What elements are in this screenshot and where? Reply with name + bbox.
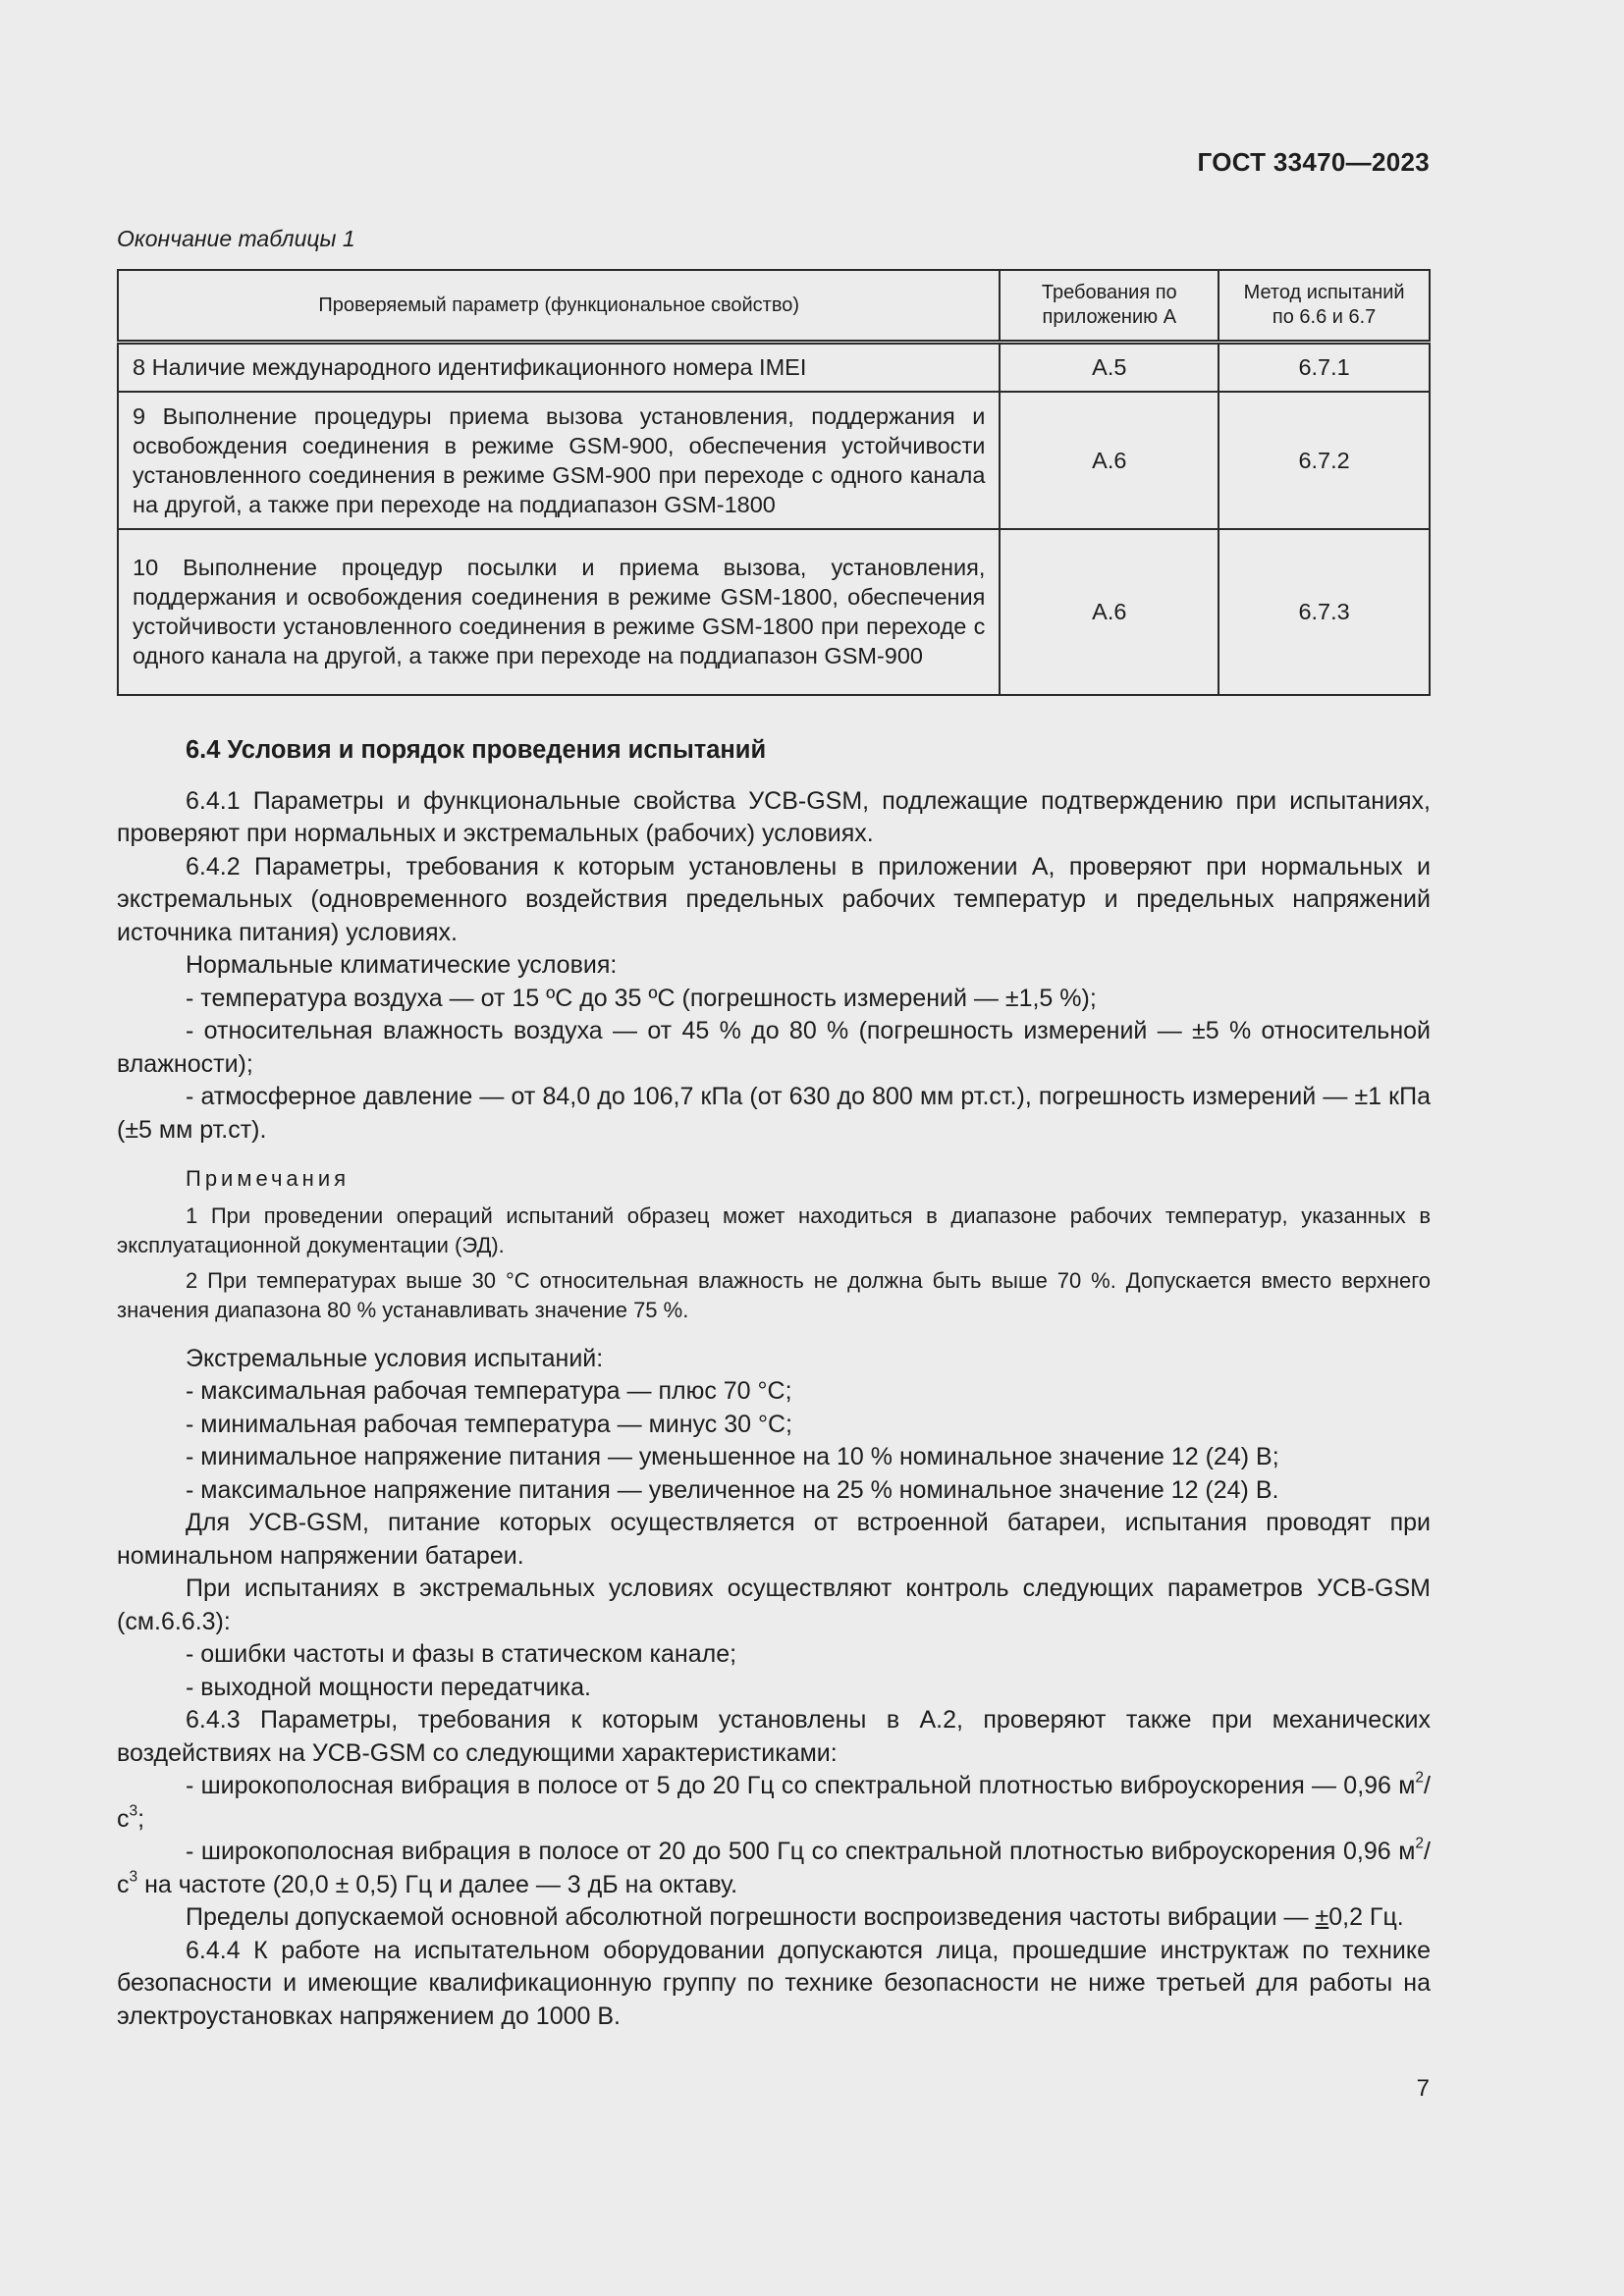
list-item: - относительная влажность воздуха — от 45 % до 80 % (погрешность измерений — ±5 % относительной влажности); <box>117 1017 1431 1078</box>
header-method: Метод испытаний по 6.6 и 6.7 <box>1218 270 1430 343</box>
note-item: 1 При проведении операций испытаний образец может находиться в диапазоне рабочих температур, указанных в эксплуатационной документации (ЭД). <box>117 1202 1431 1257</box>
extreme-conditions-title: Экстремальные условия испытаний: <box>186 1344 604 1372</box>
note-item: 2 При температурах выше 30 °С относительная влажность не должна быть выше 70 %. Допускается вместо верхнего значения диапазона 80 % устанавливать значение 75 %. <box>117 1267 1431 1322</box>
list-item: - максимальная рабочая температура — плюс 70 °С; <box>186 1377 792 1405</box>
row-method: 6.7.2 <box>1218 392 1430 529</box>
paragraph-6-4-3: 6.4.3 Параметры, требования к которым установлены в А.2, проверяют также при механических воздействиях на УСВ-GSM со следующими характеристиками: <box>117 1706 1431 1767</box>
vibration-item-2: - широкополосная вибрация в полосе от 20 до 500 Гц со спектральной плотностью виброускорения 0,96 $м^2/с^3$ на частоте (20,0 ± 0,5) Гц и далее — 3 дБ на октаву. <box>117 1835 1431 1898</box>
row-parameter: 9 Выполнение процедуры приема вызова установления, поддержания и освобождения соединения в режиме GSM-900, обеспечения устойчивости установленного соединения в режиме GSM-900 при переходе с одного канала на другой, а также при переходе на поддиапазон GSM-1800 <box>118 392 1000 529</box>
row-parameter: 10 Выполнение процедур посылки и приема вызова, установления, поддержания и освобождения соединения в режиме GSM-1800, обеспечения устойчивости установленного соединения в режиме GSM-1800 при переходе с одного канала на другой, а также при переходе на поддиапазон GSM-900 <box>118 529 1000 695</box>
table-row <box>118 392 1430 529</box>
requirements-table <box>117 269 1431 696</box>
section-body <box>117 728 1431 2033</box>
table-header-row <box>118 270 1430 343</box>
header-requirements: Требования по приложению А <box>1000 270 1218 343</box>
list-item: - атмосферное давление — от 84,0 до 106,7 кПа (от 630 до 800 мм рт.ст.), погрешность измерений — ±1 кПа (±5 мм рт.ст). <box>117 1083 1431 1144</box>
page-number: 7 <box>1416 2075 1430 2102</box>
row-requirement: А.6 <box>1000 392 1218 529</box>
paragraph-6-4-4: 6.4.4 К работе на испытательном оборудовании допускаются лица, прошедшие инструктаж по технике безопасности и имеющие квалификационную группу по технике безопасности не ниже третьей для работы на электроустановках напряжением до 1000 В. <box>117 1936 1431 2030</box>
paragraph-6-4-1: 6.4.1 Параметры и функциональные свойства УСВ-GSM, подлежащие подтверждению при испытаниях, проверяют при нормальных и экстремальных (рабочих) условиях. <box>117 786 1431 847</box>
limits-paragraph: Пределы допускаемой основной абсолютной погрешности воспроизведения частоты вибрации — ±0,2 Гц. <box>186 1903 1404 1931</box>
list-item: - минимальное напряжение питания — уменьшенное на 10 % номинальное значение 12 (24) В; <box>186 1443 1279 1470</box>
row-method: 6.7.1 <box>1218 343 1430 392</box>
standard-number: ГОСТ 33470—2023 <box>1197 147 1430 177</box>
battery-paragraph: Для УСВ-GSM, питание которых осуществляется от встроенной батареи, испытания проводят при номинальном напряжении батареи. <box>117 1509 1431 1570</box>
table-caption: Окончание таблицы 1 <box>117 226 355 251</box>
list-item: - выходной мощности передатчика. <box>186 1673 591 1701</box>
row-requirement: А.6 <box>1000 529 1218 695</box>
normal-conditions-title: Нормальные климатические условия: <box>186 951 618 979</box>
list-item: - ошибки частоты и фазы в статическом канале; <box>186 1640 737 1668</box>
list-item: - температура воздуха — от 15 ºС до 35 ºС (погрешность измерений — ±1,5 %); <box>186 984 1097 1012</box>
control-paragraph: При испытаниях в экстремальных условиях осуществляют контроль следующих параметров УСВ-GSM (см.6.6.3): <box>117 1575 1431 1635</box>
row-method: 6.7.3 <box>1218 529 1430 695</box>
table-row <box>118 529 1430 695</box>
section-heading: 6.4 Условия и порядок проведения испытаний <box>186 736 767 764</box>
table-row <box>118 343 1430 392</box>
row-requirement: А.5 <box>1000 343 1218 392</box>
vibration-item-1: - широкополосная вибрация в полосе от 5 до 20 Гц со спектральной плотностью виброускорения — 0,96 $м^2/с^3$; <box>117 1769 1431 1833</box>
list-item: - минимальная рабочая температура — минус 30 °С; <box>186 1410 792 1438</box>
paragraph-6-4-2: 6.4.2 Параметры, требования к которым установлены в приложении А, проверяют при нормальных и экстремальных (одновременного воздействия предельных рабочих температур и предельных напряжений источника питания) условиях. <box>117 852 1431 946</box>
header-parameter: Проверяемый параметр (функциональное свойство) <box>118 270 1000 343</box>
notes-title: Примечания <box>186 1166 351 1191</box>
row-parameter: 8 Наличие международного идентификационного номера IMEI <box>118 343 1000 392</box>
list-item: - максимальное напряжение питания — увеличенное на 25 % номинальное значение 12 (24) В. <box>186 1475 1279 1504</box>
